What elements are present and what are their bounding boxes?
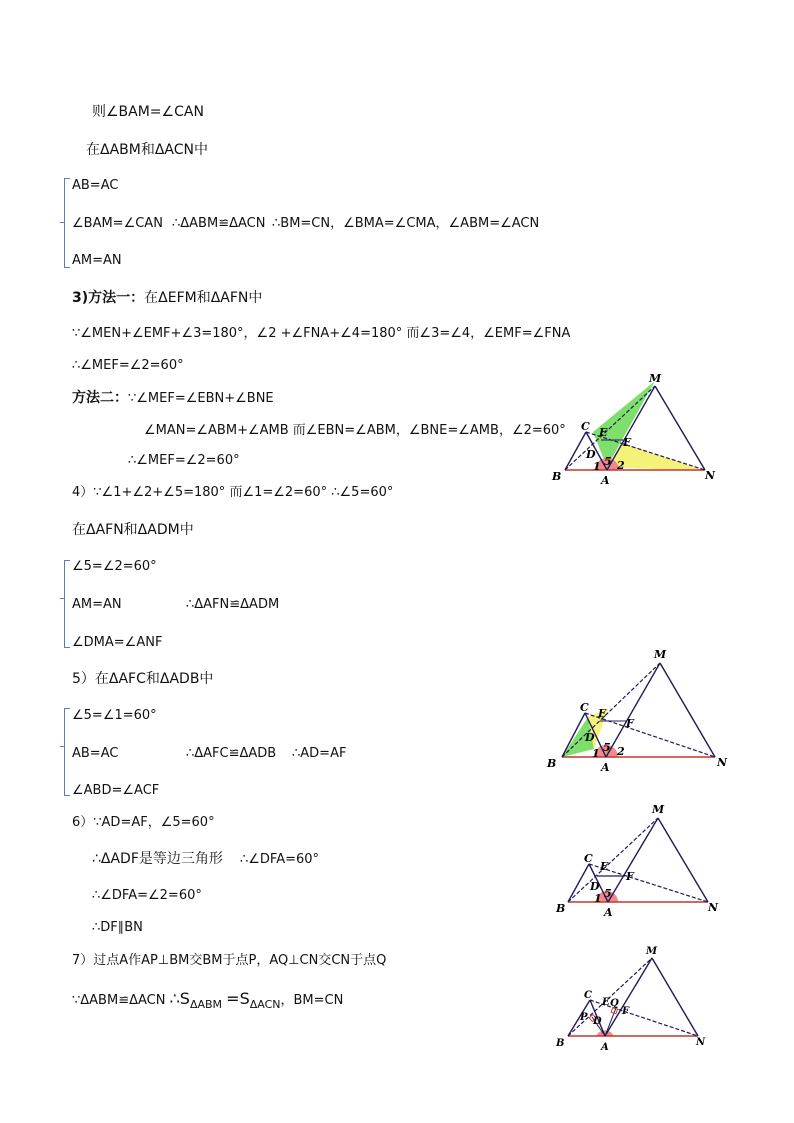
text-line: AB=AC [72, 178, 119, 193]
label-A: A [601, 474, 610, 487]
label-E: E [598, 707, 607, 720]
system-brace [64, 178, 65, 268]
label-M: M [649, 372, 662, 385]
text-line: 6）∵AD=AF，∠5=60° [72, 815, 215, 830]
label-D: D [585, 731, 595, 744]
label-N: N [705, 469, 716, 482]
text-line: 7）过点A作AP⊥BM交BM于点P，AQ⊥CN交CN于点Q [72, 953, 387, 968]
label-M: M [652, 803, 665, 816]
label-C: C [581, 420, 590, 433]
text-span: ∵ΔABM≌ΔACN [72, 993, 166, 1008]
text-line: ∠5=∠2=60° [72, 559, 157, 574]
text-line: AB=AC [72, 746, 119, 761]
label-C: C [584, 990, 592, 1001]
text-line: ∴ΔADF是等边三角形 [92, 851, 223, 867]
geometry-figure-4 [548, 940, 728, 1058]
text-span: ΔACN [249, 998, 281, 1011]
text-line: AM=AN [72, 253, 122, 268]
label-C: C [584, 852, 593, 865]
geometry-figure-2 [540, 645, 730, 775]
text-line: 在ΔAFN和ΔADM中 [72, 522, 194, 538]
system-brace [64, 560, 65, 648]
label-5: 5 [603, 741, 611, 754]
text-line: 在ΔABM和ΔACN中 [86, 142, 208, 158]
label-B: B [552, 470, 562, 483]
label-1: 1 [593, 460, 601, 473]
text-line: ∴∠MEF=∠2=60° [128, 453, 240, 468]
label-D: D [586, 448, 596, 461]
text-line: ∴∠MEF=∠2=60° [72, 358, 184, 373]
label-N: N [696, 1037, 706, 1048]
label-5: 5 [604, 887, 612, 900]
label-P: P [580, 1012, 588, 1023]
text-line [72, 290, 262, 306]
label-E: E [600, 860, 609, 873]
text-span: 在ΔEFM和ΔAFN中 [144, 290, 263, 306]
label-1: 1 [594, 892, 602, 905]
label-Q: Q [610, 998, 619, 1009]
text-line [72, 390, 274, 407]
text-line: ∴ΔABM≌ΔACN [172, 216, 266, 231]
text-line: ∴AD=AF [292, 746, 347, 761]
label-B: B [556, 902, 566, 915]
text-line: AM=AN [72, 597, 122, 612]
label-F: F [626, 717, 634, 730]
label-A: A [601, 1042, 609, 1053]
label-F: F [623, 436, 631, 449]
text-span: =S [226, 989, 250, 1008]
label-5: 5 [604, 455, 612, 468]
label-A: A [604, 906, 613, 919]
text-span: ΔABM [189, 998, 223, 1011]
label-M: M [654, 648, 667, 661]
geometry-figure-3 [548, 800, 728, 920]
text-line: 5）在ΔAFC和ΔADB中 [72, 671, 214, 687]
label-F: F [626, 870, 634, 883]
text-line: ∴ΔAFN≌ΔADM [186, 597, 280, 612]
text-line: ∠BAM=∠CAN [72, 216, 163, 231]
text-line: ∠ABD=∠ACF [72, 783, 160, 798]
text-line: ∵∠MEN+∠EMF+∠3=180°，∠2 +∠FNA+∠4=180° 而∠3=∠4，∠EMF=∠FNA [72, 326, 571, 341]
label-2: 2 [617, 459, 625, 472]
text-line: ∠DMA=∠ANF [72, 635, 163, 650]
label-C: C [580, 701, 589, 714]
text-line: 则∠BAM=∠CAN [92, 104, 204, 120]
system-brace [64, 708, 65, 796]
label-F: F [622, 1006, 630, 1017]
geometry-figure-1 [545, 368, 725, 488]
text-line: ∴ΔAFC≌ΔADB [186, 746, 277, 761]
label-D: D [590, 880, 600, 893]
label-2: 2 [617, 745, 625, 758]
label-A: A [601, 761, 610, 774]
label-E: E [599, 426, 608, 439]
label-N: N [717, 756, 728, 769]
label-N: N [708, 901, 719, 914]
method-heading: 方法二： [72, 390, 128, 406]
label-D: D [593, 1016, 602, 1027]
text-span: ∵∠MEF=∠EBN+∠BNE [128, 391, 274, 406]
label-B: B [547, 757, 557, 770]
label-M: M [646, 946, 658, 957]
text-line: ∠MAN=∠ABM+∠AMB 而∠EBN=∠ABM，∠BNE=∠AMB，∠2=60° [144, 423, 566, 438]
text-span: ，BM=CN [280, 993, 344, 1008]
text-line: 4）∵∠1+∠2+∠5=180° 而∠1=∠2=60° ∴∠5=60° [72, 485, 394, 500]
label-E: E [602, 997, 610, 1008]
method-heading: 3)方法一： [72, 290, 145, 306]
text-line: ∠5=∠1=60° [72, 708, 157, 723]
text-span: ∴S [169, 989, 190, 1008]
text-line: ∴∠DFA=60° [240, 852, 320, 867]
text-line [72, 991, 343, 1013]
label-B: B [556, 1038, 565, 1049]
text-line: ∴BM=CN，∠BMA=∠CMA，∠ABM=∠ACN [272, 216, 540, 231]
text-line: ∴∠DFA=∠2=60° [92, 888, 202, 903]
text-line: ∴DF∥BN [92, 920, 143, 935]
label-1: 1 [592, 747, 600, 760]
